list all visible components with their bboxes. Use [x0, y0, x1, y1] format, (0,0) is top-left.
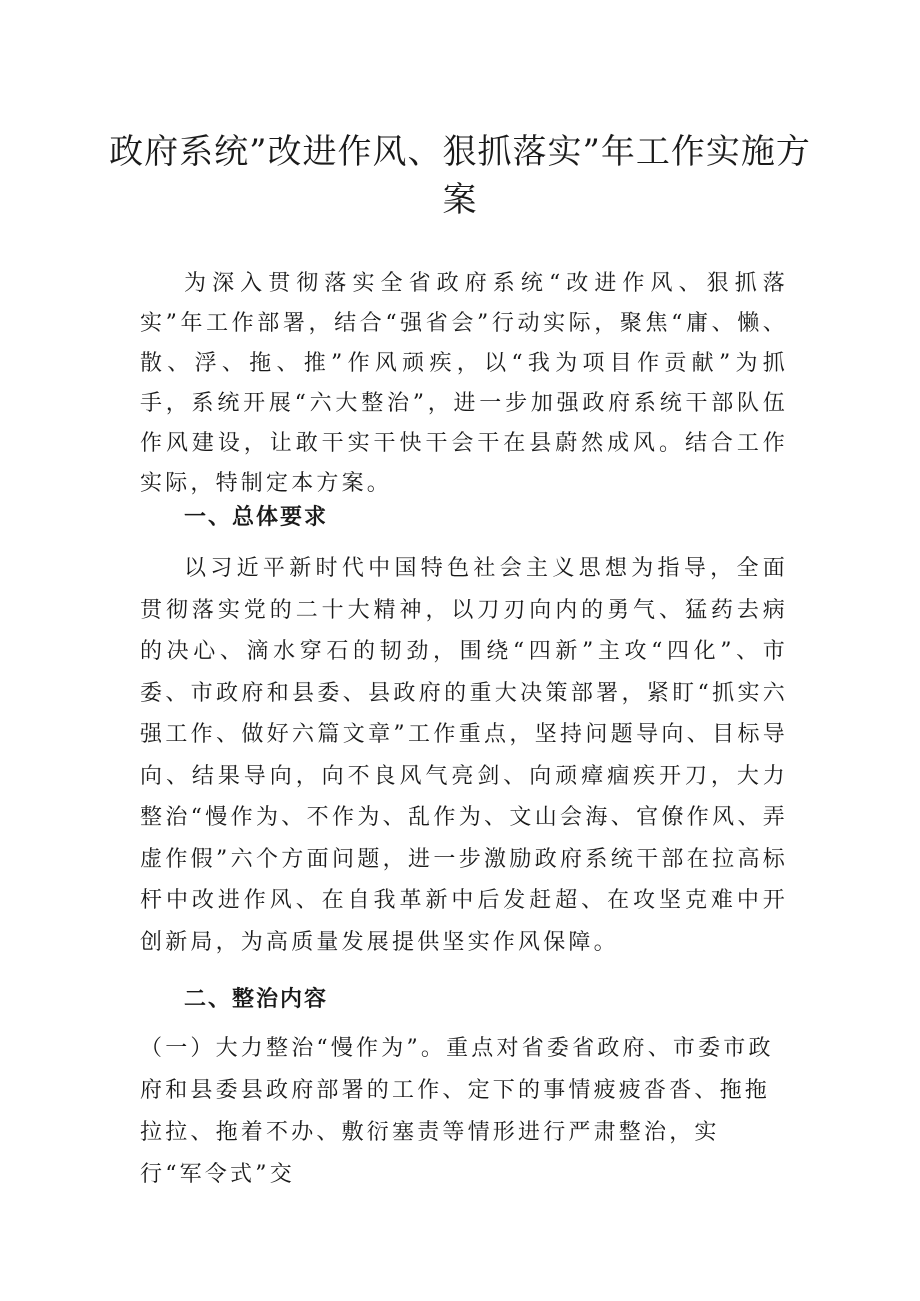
document-title: 政府系统”改进作风、狠抓落实”年工作实施方案: [109, 132, 811, 220]
section-heading-general-requirements: 一、总体要求: [184, 505, 329, 530]
intro-paragraph: 为深入贯彻落实全省政府系统“改进作风、狠抓落实”年工作部署，结合“强省会”行动实际，聚焦“庸、懒、散、浮、拖、推”作风顽疾，以“我为项目作贡献”为抓手，系统开展“六大整治”，进一步加强政府系统干部队伍作风建设，让敢干实干快干会干在县蔚然成风。结合工作实际，特制定本方案。: [140, 271, 788, 496]
rectification-item-1-paragraph: （一）大力整治“慢作为”。重点对省委省政府、市委市政府和县委县政府部署的工作、定下的事情疲疲沓沓、拖拖拉拉、拖着不办、敷衍塞责等情形进行严肃整治，实行“军令式”交: [140, 1036, 774, 1187]
general-requirements-paragraph: 以习近平新时代中国特色社会主义思想为指导，全面贯彻落实党的二十大精神，以刀刃向内的勇气、猛药去病的决心、滴水穿石的韧劲，围绕“四新”主攻“四化”、市委、市政府和县委、县政府的重大决策部署，紧盯“抓实六强工作、做好六篇文章”工作重点，坚持问题导向、目标导向、结果导向，向不良风气亮剑、向顽瘴痼疾开刀，大力整治“慢作为、不作为、乱作为、文山会海、官僚作风、弄虚作假”六个方面问题，进一步激励政府系统干部在拉高标杆中改进作风、在自我革新中后发赶超、在攻坚克难中开创新局，为高质量发展提供坚实作风保障。: [140, 556, 788, 955]
section-heading-rectification-content: 二、整治内容: [184, 987, 329, 1012]
